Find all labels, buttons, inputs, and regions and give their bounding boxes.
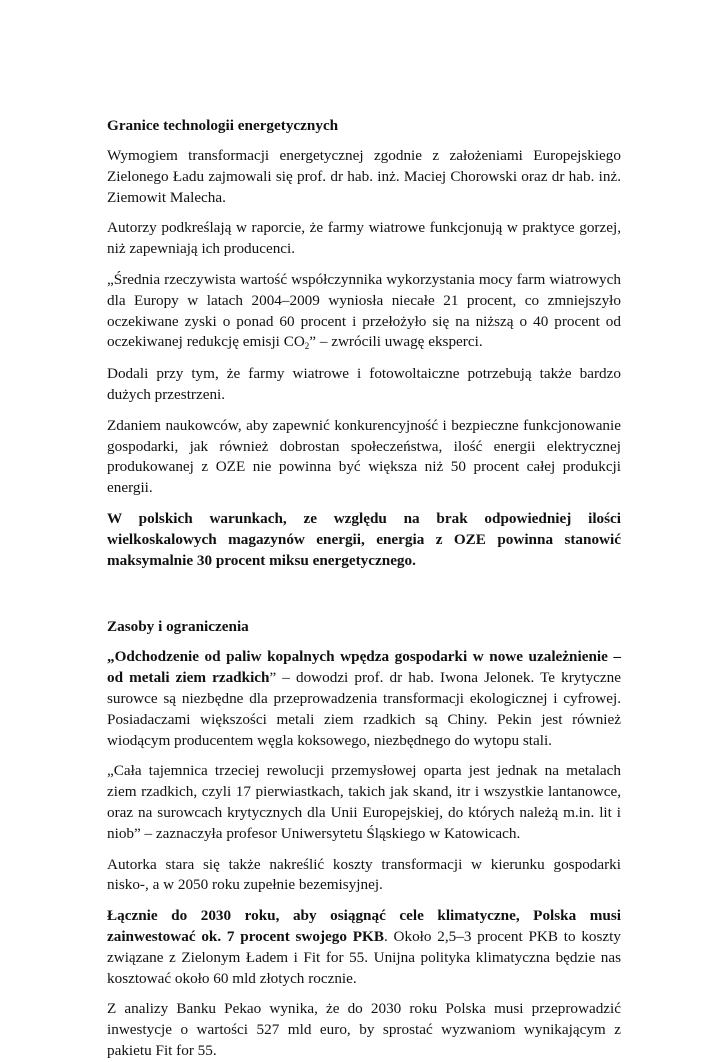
paragraph-rest: ” – dowodzi prof. dr hab. Iwona Jelonek. Te krytyczne surowce są niezbędne dla przeprowadzenia transformacji ekologicznej i cyfrowej. Posiadaczami większości metali ziem rzadkich są Chiny. Pekin jest również wiodącym producentem węgla koksowego, niezbędnego do wytopu stali. bbox=[107, 669, 621, 749]
quote-text: „Średnia rzeczywista wartość współczynnika wykorzystania mocy farm wiatrowych dla Europy w latach 2004–2009 wyniosła niecałe 21 procent, co zmniejszyło oczekiwane zyski o ponad 60 procent i przełożyło się na niższą o 40 procent od oczekiwanej redukcję emisji CO bbox=[107, 270, 621, 351]
paragraph: Wymogiem transformacji energetycznej zgodnie z założeniami Europejskiego Zielonego Ładu zajmowali się prof. dr hab. inż. Maciej Chorowski oraz dr hab. inż. Ziemowit Malecha. bbox=[107, 147, 621, 206]
paragraph: Autorka stara się także nakreślić koszty transformacji w kierunku gospodarki nisko-, a w 2050 roku zupełnie bezemisyjnej. bbox=[107, 855, 621, 894]
bold-lead: Łącznie do 2030 roku, aby osiągnąć cele klimatyczne, Polska musi zainwestować ok. 7 procent swojego PKB bbox=[107, 907, 621, 945]
paragraph-bold: W polskich warunkach, ze względu na brak odpowiedniej ilości wielkoskalowych magazynów energii, energia z OZE powinna stanowić maksymalnie 30 procent miksu energetycznego. bbox=[107, 509, 621, 569]
section-heading-resources: Zasoby i ograniczenia bbox=[107, 618, 249, 636]
paragraph: Z analizy Banku Pekao wynika, że do 2030 roku Polska musi przeprowadzić inwestycje o wartości 527 mld euro, by sprostać wyzwaniom wynikającym z pakietu Fit for 55. bbox=[107, 1000, 621, 1059]
paragraph-quote: „Cała tajemnica trzeciej rewolucji przemysłowej oparta jest jednak na metalach ziem rzadkich, czyli 17 pierwiastkach, takich jak skand, itr i wszystkie lantanowce, oraz na surowcach krytycznych dla Unii Europejskiej, do których należą m.in. lit i niob” – zaznaczyła profesor Uniwersytetu Śląskiego w Katowicach. bbox=[107, 762, 621, 842]
bold-quote: „Odchodzenie od paliw kopalnych wpędza gospodarki w nowe uzależnienie – od metali ziem rzadkich bbox=[107, 648, 621, 687]
quote-text-end: ” – zwrócili uwagę eksperci. bbox=[309, 333, 483, 351]
paragraph-rest: . Około 2,5–3 procent PKB to koszty związane z Zielonym Ładem i Fit for 55. Unijna polityka klimatyczna będzie nas kosztować około 60 mld złotych rocznie. bbox=[107, 927, 621, 987]
paragraph: Autorzy podkreślają w raporcie, że farmy wiatrowe funkcjonują w praktyce gorzej, niż zapewniają ich producenci. bbox=[107, 219, 621, 258]
paragraph: Zdaniem naukowców, aby zapewnić konkurencyjność i bezpieczne funkcjonowanie gospodarki, jak również dobrostan społeczeństwa, ilość energii elektrycznej produkowanej z OZE nie powinna być większa niż 50 procent całej produkcji energii. bbox=[107, 416, 621, 497]
paragraph bbox=[107, 906, 621, 989]
subscript: 2 bbox=[304, 341, 310, 352]
paragraph-quote bbox=[107, 270, 621, 354]
paragraph: Dodali przy tym, że farmy wiatrowe i fotowoltaiczne potrzebują także bardzo dużych przestrzeni. bbox=[107, 365, 621, 403]
section-heading-energy-tech: Granice technologii energetycznych bbox=[107, 117, 339, 134]
section-gap bbox=[107, 581, 621, 617]
paragraph bbox=[107, 647, 621, 751]
